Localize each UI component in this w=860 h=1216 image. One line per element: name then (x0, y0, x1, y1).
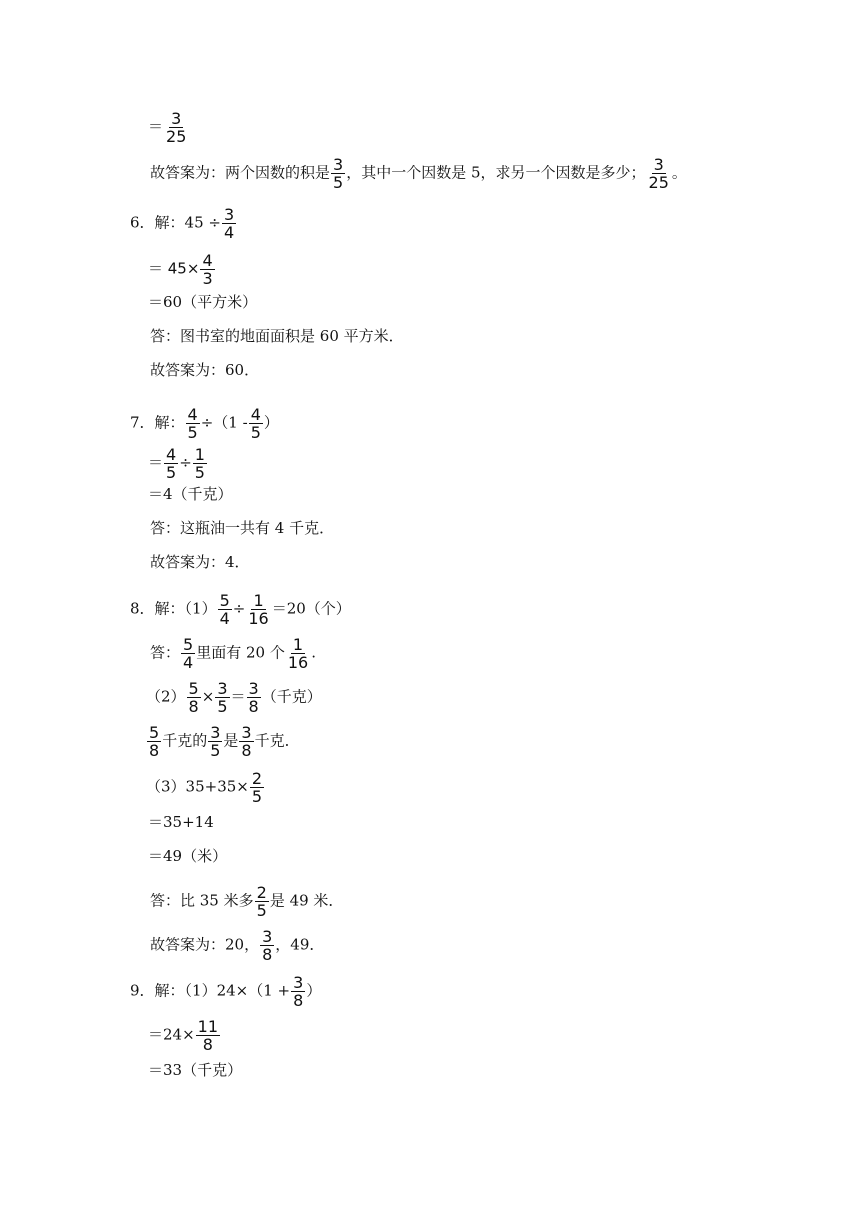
equation-line: ＝49（米） (148, 847, 228, 865)
text: 千克的 (162, 731, 208, 750)
text: ÷（1 - (200, 413, 248, 432)
text: 。 (671, 163, 687, 182)
equals-sign: ＝ (148, 117, 164, 136)
fraction (291, 974, 305, 1009)
text: ＝20（个） (271, 599, 351, 618)
denominator: 5 (256, 901, 267, 920)
equals-sign: ＝ (148, 453, 164, 472)
numerator: 3 (217, 679, 228, 698)
denominator: 8 (149, 741, 160, 760)
text: ＝ 45× (148, 259, 200, 278)
fraction (246, 592, 270, 627)
numerator: 4 (250, 405, 261, 424)
text: ÷ (179, 453, 192, 472)
numerator: 1 (194, 445, 205, 464)
fraction (181, 636, 195, 671)
final-answer: 故答案为：4． (150, 553, 250, 571)
text: 答：比 35 米多 (150, 891, 254, 910)
text: ） (306, 981, 322, 1000)
text: 是 (223, 731, 239, 750)
equation-line: ＝35+14 (148, 813, 214, 831)
fraction (187, 680, 201, 715)
text: 故答案为：20， (150, 935, 260, 954)
denominator: 8 (202, 1035, 213, 1054)
denominator: 5 (217, 697, 228, 716)
equation-line (148, 110, 189, 145)
numerator: 4 (166, 445, 177, 464)
equation-line: ＝60（平方米） (148, 293, 258, 311)
fraction (147, 724, 161, 759)
fraction (196, 1018, 220, 1053)
fraction (286, 636, 310, 671)
denominator: 25 (166, 127, 187, 146)
numerator: 1 (253, 591, 264, 610)
denominator: 16 (248, 609, 269, 628)
text: 里面有 20 个 (196, 643, 285, 662)
numerator: 3 (248, 679, 259, 698)
denominator: 25 (648, 173, 669, 192)
numerator: 3 (293, 973, 304, 992)
text: . (311, 643, 316, 662)
numerator: 5 (149, 723, 160, 742)
numerator: 5 (219, 591, 230, 610)
question-6-heading (130, 206, 237, 241)
fraction (239, 724, 253, 759)
denominator: 8 (241, 741, 252, 760)
denominator: 5 (250, 423, 261, 442)
denominator: 4 (183, 653, 194, 672)
fraction (164, 446, 178, 481)
text: （3）35+35× (146, 777, 249, 796)
text: ＝24× (148, 1025, 195, 1044)
question-8-heading (130, 592, 351, 627)
fraction (193, 446, 207, 481)
fraction (247, 680, 261, 715)
denominator: 5 (210, 741, 221, 760)
equation-line (146, 770, 265, 805)
denominator: 5 (333, 173, 344, 192)
equation-line (148, 1018, 221, 1053)
fraction (331, 156, 345, 191)
fraction (255, 884, 269, 919)
fraction (249, 406, 263, 441)
text: 是 49 米． (269, 891, 344, 910)
denominator: 3 (202, 269, 213, 288)
text: ，49． (275, 935, 325, 954)
numerator: 3 (262, 927, 273, 946)
fraction (647, 156, 671, 191)
numerator: 5 (183, 635, 194, 654)
equation-line: ＝33（千克） (148, 1061, 243, 1079)
numerator: 2 (251, 769, 263, 788)
denominator: 8 (248, 697, 259, 716)
fraction (208, 724, 222, 759)
answer-text (150, 884, 343, 919)
text: （2） (146, 687, 186, 706)
numerator: 3 (653, 155, 664, 174)
answer-text: 答：这瓶油一共有 4 千克． (150, 519, 335, 537)
text: 7．解： (130, 413, 185, 432)
answer-text (146, 724, 300, 759)
equals-sign: ＝ (230, 687, 246, 706)
denominator: 8 (293, 991, 304, 1010)
question-9-heading (130, 974, 321, 1009)
text: × (201, 687, 215, 706)
denominator: 4 (223, 223, 235, 242)
fraction (222, 206, 236, 241)
text: （千克） (261, 687, 322, 706)
numerator: 11 (197, 1017, 219, 1036)
denominator: 16 (287, 653, 309, 672)
text: 6．解：45 ÷ (130, 213, 221, 232)
fraction (215, 680, 229, 715)
text: 8．解：（1） (130, 599, 217, 618)
denominator: 5 (187, 423, 198, 442)
fraction (218, 592, 232, 627)
equation-line: ＝4（千克） (148, 485, 233, 503)
answer-text: 答：图书室的地面面积是 60 平方米． (150, 327, 404, 345)
numerator: 3 (210, 723, 221, 742)
denominator: 5 (166, 463, 177, 482)
text: ，其中一个因数是 5，求另一个因数是多少； (346, 163, 646, 182)
fraction (186, 406, 200, 441)
fraction (250, 770, 264, 805)
numerator: 2 (256, 883, 267, 902)
question-7-heading (130, 406, 279, 441)
fraction (200, 252, 214, 287)
text: 故答案为：两个因数的积是 (150, 163, 331, 182)
text: ÷ (232, 599, 246, 618)
equation-line (148, 252, 216, 287)
text: 千克． (254, 731, 300, 750)
numerator: 4 (187, 405, 198, 424)
final-answer: 故答案为：60． (150, 361, 260, 379)
text: 答： (150, 643, 181, 662)
denominator: 8 (188, 697, 199, 716)
numerator: 1 (292, 635, 304, 654)
fraction (260, 928, 274, 963)
numerator: 5 (188, 679, 199, 698)
numerator: 4 (202, 251, 213, 270)
fraction (164, 110, 188, 145)
answer-line (150, 156, 687, 191)
numerator: 3 (171, 109, 182, 128)
answer-text (150, 636, 316, 671)
final-answer (150, 928, 324, 963)
text: 9．解：（1）24×（1 + (130, 981, 291, 1000)
text: ） (263, 413, 279, 432)
numerator: 3 (241, 723, 252, 742)
denominator: 5 (251, 787, 263, 806)
equation-line (146, 680, 322, 715)
denominator: 8 (262, 945, 273, 964)
numerator: 3 (333, 155, 344, 174)
denominator: 5 (194, 463, 205, 482)
denominator: 4 (219, 609, 230, 628)
equation-line (148, 446, 208, 481)
numerator: 3 (223, 205, 235, 224)
